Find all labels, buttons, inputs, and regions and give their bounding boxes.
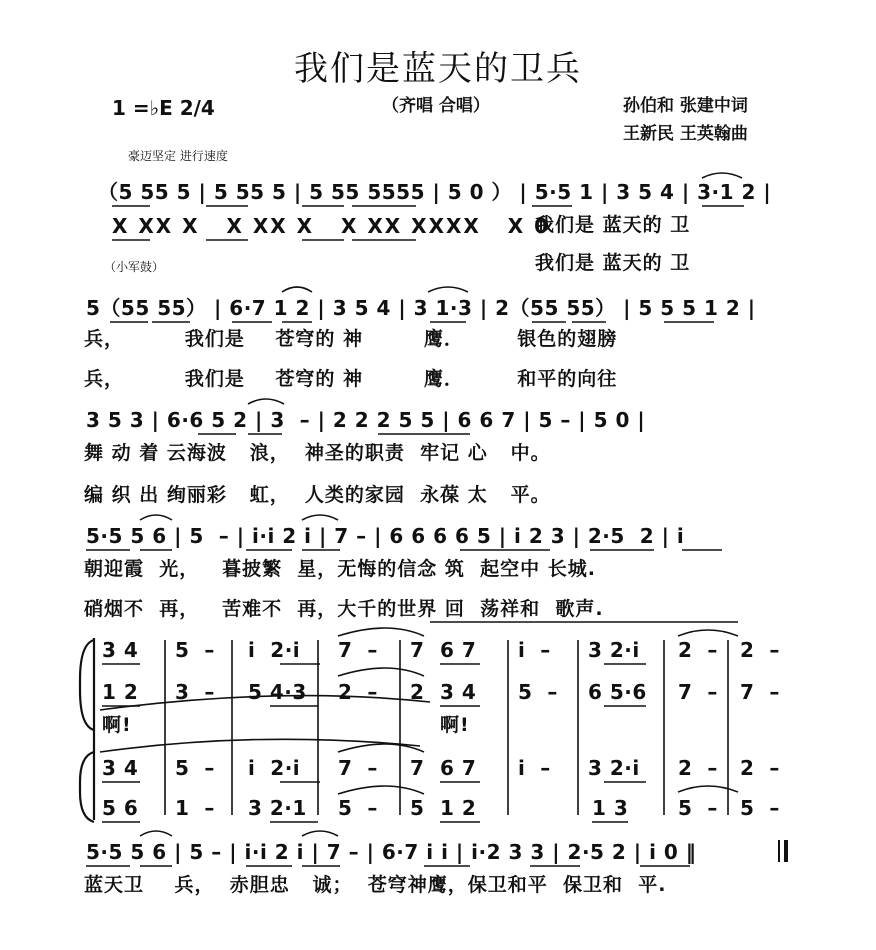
system2-lyric-verse-1: 兵， 我们是 苍穹的 神 鹰． 银色的翅膀	[84, 328, 618, 350]
final-barline-thin	[778, 840, 780, 862]
chorus-exclamation-1: 啊!	[102, 714, 132, 736]
slur	[140, 831, 172, 836]
ending-lyric: 蓝天卫 兵， 赤胆忠 诚； 苍穹神鹰，保卫和平 保卫和 平.	[84, 874, 667, 896]
chorus-staff3-m10: 2 –	[740, 756, 780, 780]
chorus-bracket	[80, 752, 94, 822]
chorus-staff1-m1: 3 4	[102, 638, 139, 662]
chorus-staff4-m5: 5	[410, 796, 425, 820]
chorus-staff4-m2: 1 –	[175, 796, 215, 820]
chorus-staff3-m1: 3 4	[102, 756, 139, 780]
system4-notes: 5·5 5 6 | 5 – | i·i 2 i | 7 – | 6 6 6 6 5 | i 2 3 | 2·5 2 | i	[86, 524, 685, 548]
slur	[678, 786, 738, 792]
chorus-staff3-m7: i –	[518, 756, 551, 780]
chorus-staff1-m9: 2 –	[678, 638, 718, 662]
chorus-staff1-m3: i 2·i	[248, 638, 301, 662]
drum-rhythm: X XX X X XX X X XX XXXX X 0	[112, 214, 551, 238]
composer-credit: 王新民 王英翰曲	[623, 124, 748, 144]
chorus-staff3-m5: 7	[410, 756, 425, 780]
chorus-staff2-m1: 1 2	[102, 680, 139, 704]
chorus-staff1-m2: 5 –	[175, 638, 215, 662]
system3-lyric-verse-1: 舞 动 着 云海波 浪， 神圣的职责 牢记 心 中。	[84, 442, 551, 464]
chorus-staff2-m8: 6 5·6	[588, 680, 647, 704]
chorus-staff4-m4: 5 –	[338, 796, 378, 820]
chorus-staff4-m1: 5 6	[102, 796, 139, 820]
chorus-barline	[165, 640, 728, 815]
slur	[140, 515, 172, 520]
system2-notes: 5（55 55） | 6·7 1 2 | 3 5 4 | 3 1·3 | 2（55 55） | 5 5 5 1 2 |	[86, 296, 756, 320]
slur	[428, 287, 468, 292]
slur	[302, 515, 338, 520]
slur	[100, 696, 430, 710]
system3-lyric-verse-2: 编 织 出 绚丽彩 虹， 人类的家园 永葆 太 平。	[84, 484, 551, 506]
chorus-staff1-m8: 3 2·i	[588, 638, 640, 662]
chorus-staff4-m7: 1 3	[592, 796, 629, 820]
system3-notes: 3 5 3 | 6·6 5 2 | 3 – | 2 2 2 5 5 | 6 6 7 | 5 – | 5 0 |	[86, 408, 646, 432]
chorus-staff2-m2: 3 –	[175, 680, 215, 704]
chorus-staff1-m6: 6 7	[440, 638, 477, 662]
tempo-marking: 豪迈坚定 进行速度	[128, 149, 228, 163]
slur	[702, 173, 742, 178]
chorus-staff4-m9: 5 –	[740, 796, 780, 820]
slur	[338, 628, 424, 636]
drum-label: （小军鼓）	[104, 260, 165, 274]
chorus-staff4-m3: 3 2·1	[248, 796, 307, 820]
slur	[282, 287, 312, 292]
chorus-staff3-m6: 6 7	[440, 756, 477, 780]
chorus-bracket	[80, 640, 94, 730]
chorus-staff2-m10: 7 –	[740, 680, 780, 704]
intro-lyric-verse-2: 我们是 蓝天的 卫	[535, 252, 691, 274]
ending-notes: 5·5 5 6 | 5 – | i·i 2 i | 7 – | 6·7 i i | i·2 3 3 | 2·5 2 | i 0 ‖	[86, 840, 697, 864]
chorus-staff2-m7: 5 –	[518, 680, 558, 704]
chorus-staff4-m6: 1 2	[440, 796, 477, 820]
slur	[100, 739, 420, 752]
chorus-staff3-m9: 2 –	[678, 756, 718, 780]
chorus-staff2-m5: 2	[410, 680, 425, 704]
intro-lyric-verse-1: 我们是 蓝天的 卫	[535, 214, 691, 236]
chorus-staff3-m4: 7 –	[338, 756, 378, 780]
final-barline-thick	[784, 840, 788, 862]
slur	[338, 668, 424, 676]
chorus-staff1-m7: i –	[518, 638, 551, 662]
slur	[248, 399, 284, 404]
chorus-staff3-m3: i 2·i	[248, 756, 301, 780]
key-signature: 1 =♭E 2/4	[112, 96, 215, 120]
chorus-staff1-m4: 7 –	[338, 638, 378, 662]
chorus-staff1-m5: 7	[410, 638, 425, 662]
chorus-staff1-m10: 2 –	[740, 638, 780, 662]
intro-notes: （5 55 5 | 5 55 5 | 5 55 5555 | 5 0 ） | 5·5 1 | 3 5 4 | 3·1 2 |	[98, 180, 772, 204]
system2-lyric-verse-2: 兵， 我们是 苍穹的 神 鹰． 和平的向往	[84, 368, 618, 390]
chorus-staff2-m6: 3 4	[440, 680, 477, 704]
chorus-staff4-m8: 5 –	[678, 796, 718, 820]
chorus-staff2-m9: 7 –	[678, 680, 718, 704]
page-title: 我们是蓝天的卫兵	[294, 49, 582, 89]
slur	[678, 630, 738, 636]
slur	[338, 786, 424, 794]
chorus-staff3-m2: 5 –	[175, 756, 215, 780]
system4-lyric-verse-2: 硝烟不 再， 苦难不 再，大千的世界 回 荡祥和 歌声.	[84, 598, 604, 620]
chorus-staff2-m3: 5 4·3	[248, 680, 307, 704]
lyricist-credit: 孙伯和 张建中词	[623, 96, 748, 116]
chorus-exclamation-2: 啊!	[440, 714, 470, 736]
slur	[302, 831, 338, 836]
performance-style: （齐唱 合唱）	[382, 96, 490, 116]
chorus-staff3-m8: 3 2·i	[588, 756, 640, 780]
chorus-staff2-m4: 2 –	[338, 680, 378, 704]
system4-lyric-verse-1: 朝迎霞 光， 暮披繁 星，无悔的信念 筑 起空中 长城.	[84, 558, 596, 580]
